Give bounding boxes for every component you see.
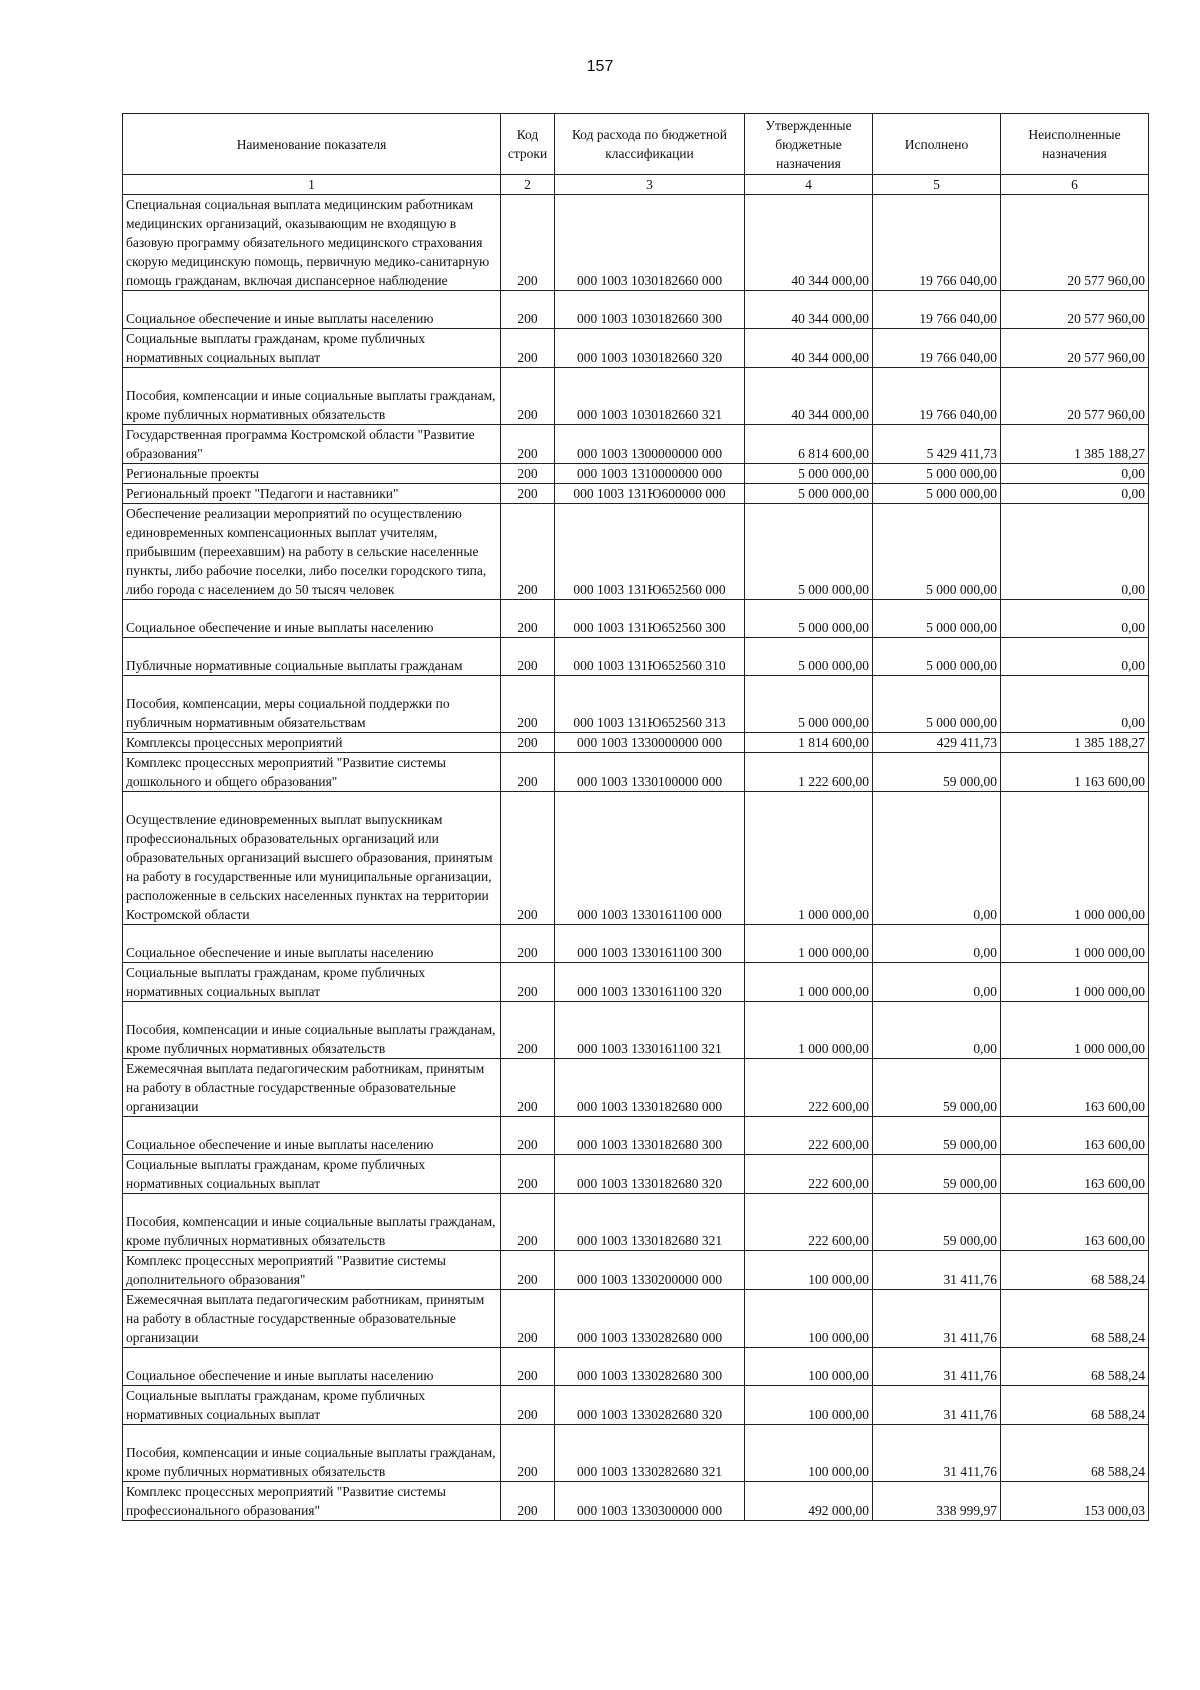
row-name: Публичные нормативные социальные выплаты гражданам xyxy=(123,638,501,676)
row-line-code: 200 xyxy=(501,925,555,963)
row-approved: 100 000,00 xyxy=(745,1425,873,1482)
row-classification-code: 000 1003 1330282680 321 xyxy=(555,1425,745,1482)
row-line-code: 200 xyxy=(501,368,555,425)
table-row xyxy=(123,1155,1149,1194)
row-line-code: 200 xyxy=(501,1002,555,1059)
row-approved: 6 814 600,00 xyxy=(745,425,873,464)
row-classification-code: 000 1003 1330182680 321 xyxy=(555,1194,745,1251)
row-line-code: 200 xyxy=(501,329,555,368)
row-unexecuted: 153 000,03 xyxy=(1001,1482,1149,1521)
row-unexecuted: 1 000 000,00 xyxy=(1001,792,1149,925)
row-line-code: 200 xyxy=(501,425,555,464)
row-executed: 19 766 040,00 xyxy=(873,368,1001,425)
row-classification-code: 000 1003 1330200000 000 xyxy=(555,1251,745,1290)
row-executed: 0,00 xyxy=(873,1002,1001,1059)
table-row xyxy=(123,1002,1149,1059)
row-classification-code: 000 1003 131Ю652560 300 xyxy=(555,600,745,638)
row-executed: 59 000,00 xyxy=(873,1194,1001,1251)
row-name: Пособия, компенсации и иные социальные выплаты гражданам, кроме публичных нормативных обязательств xyxy=(123,1425,501,1482)
row-name: Ежемесячная выплата педагогическим работникам, принятым на работу в областные государственные образовательные организации xyxy=(123,1290,501,1348)
table-row xyxy=(123,1117,1149,1155)
row-approved: 222 600,00 xyxy=(745,1117,873,1155)
row-approved: 1 000 000,00 xyxy=(745,925,873,963)
row-name: Ежемесячная выплата педагогическим работникам, принятым на работу в областные государственные образовательные организации xyxy=(123,1059,501,1117)
table-row xyxy=(123,291,1149,329)
table-row xyxy=(123,1482,1149,1521)
row-executed: 31 411,76 xyxy=(873,1290,1001,1348)
table-row xyxy=(123,733,1149,753)
row-name: Обеспечение реализации мероприятий по осуществлению единовременных компенсационных выплат учителям, прибывшим (переехавшим) на работу в сельские населенные пункты, либо рабочие поселки, либо поселки городского типа, либо города с населением до 50 тысяч человек xyxy=(123,504,501,600)
row-unexecuted: 0,00 xyxy=(1001,484,1149,504)
row-executed: 31 411,76 xyxy=(873,1386,1001,1425)
row-name: Государственная программа Костромской области "Развитие образования" xyxy=(123,425,501,464)
row-unexecuted: 1 000 000,00 xyxy=(1001,925,1149,963)
row-name: Комплекс процессных мероприятий "Развитие системы дополнительного образования" xyxy=(123,1251,501,1290)
table-row xyxy=(123,1348,1149,1386)
row-line-code: 200 xyxy=(501,638,555,676)
row-approved: 222 600,00 xyxy=(745,1155,873,1194)
row-name: Социальное обеспечение и иные выплаты населению xyxy=(123,925,501,963)
row-name: Пособия, компенсации и иные социальные выплаты гражданам, кроме публичных нормативных обязательств xyxy=(123,1194,501,1251)
row-approved: 492 000,00 xyxy=(745,1482,873,1521)
table-row xyxy=(123,1425,1149,1482)
row-name: Социальные выплаты гражданам, кроме публичных нормативных социальных выплат xyxy=(123,963,501,1002)
row-line-code: 200 xyxy=(501,1117,555,1155)
row-line-code: 200 xyxy=(501,1348,555,1386)
row-executed: 59 000,00 xyxy=(873,753,1001,792)
row-line-code: 200 xyxy=(501,733,555,753)
row-executed: 0,00 xyxy=(873,792,1001,925)
table-row xyxy=(123,1251,1149,1290)
row-line-code: 200 xyxy=(501,1251,555,1290)
row-executed: 59 000,00 xyxy=(873,1155,1001,1194)
row-unexecuted: 163 600,00 xyxy=(1001,1194,1149,1251)
table-row xyxy=(123,329,1149,368)
row-classification-code: 000 1003 1310000000 000 xyxy=(555,464,745,484)
page-number: 157 xyxy=(586,58,614,75)
row-approved: 5 000 000,00 xyxy=(745,484,873,504)
row-classification-code: 000 1003 131Ю652560 310 xyxy=(555,638,745,676)
table-row xyxy=(123,676,1149,733)
row-line-code: 200 xyxy=(501,1155,555,1194)
row-name: Пособия, компенсации, меры социальной поддержки по публичным нормативным обязательствам xyxy=(123,676,501,733)
row-classification-code: 000 1003 1330182680 300 xyxy=(555,1117,745,1155)
row-executed: 31 411,76 xyxy=(873,1348,1001,1386)
table-row xyxy=(123,464,1149,484)
row-line-code: 200 xyxy=(501,484,555,504)
row-executed: 59 000,00 xyxy=(873,1117,1001,1155)
row-classification-code: 000 1003 1330161100 300 xyxy=(555,925,745,963)
table-row xyxy=(123,638,1149,676)
row-line-code: 200 xyxy=(501,1290,555,1348)
row-name: Региональные проекты xyxy=(123,464,501,484)
row-approved: 5 000 000,00 xyxy=(745,504,873,600)
row-classification-code: 000 1003 1330000000 000 xyxy=(555,733,745,753)
row-unexecuted: 20 577 960,00 xyxy=(1001,195,1149,291)
row-line-code: 200 xyxy=(501,600,555,638)
row-classification-code: 000 1003 1330300000 000 xyxy=(555,1482,745,1521)
column-number: 3 xyxy=(555,175,745,195)
row-approved: 1 222 600,00 xyxy=(745,753,873,792)
row-line-code: 200 xyxy=(501,1059,555,1117)
row-classification-code: 000 1003 1330161100 000 xyxy=(555,792,745,925)
table-row xyxy=(123,484,1149,504)
table-row xyxy=(123,1194,1149,1251)
row-classification-code: 000 1003 131Ю652560 000 xyxy=(555,504,745,600)
header-line-code: Код строки xyxy=(501,114,555,175)
row-approved: 100 000,00 xyxy=(745,1251,873,1290)
row-name: Комплексы процессных мероприятий xyxy=(123,733,501,753)
row-name: Пособия, компенсации и иные социальные выплаты гражданам, кроме публичных нормативных обязательств xyxy=(123,368,501,425)
table-row xyxy=(123,1059,1149,1117)
row-executed: 19 766 040,00 xyxy=(873,291,1001,329)
row-classification-code: 000 1003 1330182680 320 xyxy=(555,1155,745,1194)
row-classification-code: 000 1003 1030182660 300 xyxy=(555,291,745,329)
row-name: Социальные выплаты гражданам, кроме публичных нормативных социальных выплат xyxy=(123,1386,501,1425)
row-unexecuted: 68 588,24 xyxy=(1001,1290,1149,1348)
row-unexecuted: 163 600,00 xyxy=(1001,1059,1149,1117)
row-unexecuted: 68 588,24 xyxy=(1001,1425,1149,1482)
row-executed: 31 411,76 xyxy=(873,1425,1001,1482)
row-unexecuted: 163 600,00 xyxy=(1001,1117,1149,1155)
row-line-code: 200 xyxy=(501,1425,555,1482)
header-approved: Утвержденные бюджетные назначения xyxy=(745,114,873,175)
row-name: Социальное обеспечение и иные выплаты населению xyxy=(123,1117,501,1155)
row-approved: 40 344 000,00 xyxy=(745,329,873,368)
row-classification-code: 000 1003 1030182660 320 xyxy=(555,329,745,368)
row-approved: 40 344 000,00 xyxy=(745,368,873,425)
row-name: Комплекс процессных мероприятий "Развитие системы профессионального образования" xyxy=(123,1482,501,1521)
row-executed: 5 000 000,00 xyxy=(873,600,1001,638)
table-row xyxy=(123,963,1149,1002)
row-approved: 5 000 000,00 xyxy=(745,638,873,676)
table-row xyxy=(123,600,1149,638)
row-name: Региональный проект "Педагоги и наставники" xyxy=(123,484,501,504)
row-unexecuted: 1 385 188,27 xyxy=(1001,733,1149,753)
row-unexecuted: 20 577 960,00 xyxy=(1001,368,1149,425)
header-indicator-name: Наименование показателя xyxy=(123,114,501,175)
row-approved: 222 600,00 xyxy=(745,1059,873,1117)
row-classification-code: 000 1003 1330182680 000 xyxy=(555,1059,745,1117)
row-name: Комплекс процессных мероприятий "Развитие системы дошкольного и общего образования" xyxy=(123,753,501,792)
row-line-code: 200 xyxy=(501,464,555,484)
column-number: 4 xyxy=(745,175,873,195)
header-unexecuted: Неисполненные назначения xyxy=(1001,114,1149,175)
row-classification-code: 000 1003 1330282680 320 xyxy=(555,1386,745,1425)
row-approved: 100 000,00 xyxy=(745,1386,873,1425)
row-unexecuted: 68 588,24 xyxy=(1001,1386,1149,1425)
row-line-code: 200 xyxy=(501,676,555,733)
row-unexecuted: 68 588,24 xyxy=(1001,1348,1149,1386)
row-classification-code: 000 1003 1330100000 000 xyxy=(555,753,745,792)
row-executed: 429 411,73 xyxy=(873,733,1001,753)
row-line-code: 200 xyxy=(501,1194,555,1251)
row-approved: 40 344 000,00 xyxy=(745,195,873,291)
row-approved: 5 000 000,00 xyxy=(745,676,873,733)
row-unexecuted: 20 577 960,00 xyxy=(1001,329,1149,368)
row-unexecuted: 68 588,24 xyxy=(1001,1251,1149,1290)
header-classification-code: Код расхода по бюджетной классификации xyxy=(555,114,745,175)
row-approved: 5 000 000,00 xyxy=(745,600,873,638)
row-classification-code: 000 1003 1030182660 000 xyxy=(555,195,745,291)
row-approved: 1 000 000,00 xyxy=(745,792,873,925)
table-row xyxy=(123,1290,1149,1348)
row-line-code: 200 xyxy=(501,792,555,925)
table-row xyxy=(123,1386,1149,1425)
row-approved: 100 000,00 xyxy=(745,1290,873,1348)
row-classification-code: 000 1003 1330161100 320 xyxy=(555,963,745,1002)
row-name: Пособия, компенсации и иные социальные выплаты гражданам, кроме публичных нормативных обязательств xyxy=(123,1002,501,1059)
row-line-code: 200 xyxy=(501,1386,555,1425)
row-executed: 5 000 000,00 xyxy=(873,504,1001,600)
row-line-code: 200 xyxy=(501,504,555,600)
row-unexecuted: 0,00 xyxy=(1001,638,1149,676)
header-row xyxy=(123,114,1149,175)
table-row xyxy=(123,425,1149,464)
row-classification-code: 000 1003 1030182660 321 xyxy=(555,368,745,425)
row-unexecuted: 20 577 960,00 xyxy=(1001,291,1149,329)
table-row xyxy=(123,925,1149,963)
row-unexecuted: 0,00 xyxy=(1001,464,1149,484)
row-executed: 19 766 040,00 xyxy=(873,195,1001,291)
row-unexecuted: 1 163 600,00 xyxy=(1001,753,1149,792)
row-name: Социальное обеспечение и иные выплаты населению xyxy=(123,600,501,638)
row-name: Осуществление единовременных выплат выпускникам профессиональных образовательных организаций или образовательных организаций высшего образования, принятым на работу в государственные или муниципальные организации, расположенные в сельских населенных пунктах на территории Костромской области xyxy=(123,792,501,925)
row-approved: 100 000,00 xyxy=(745,1348,873,1386)
row-classification-code: 000 1003 131Ю600000 000 xyxy=(555,484,745,504)
header-executed: Исполнено xyxy=(873,114,1001,175)
row-executed: 5 000 000,00 xyxy=(873,638,1001,676)
row-executed: 0,00 xyxy=(873,925,1001,963)
table-row xyxy=(123,504,1149,600)
row-classification-code: 000 1003 1330282680 000 xyxy=(555,1290,745,1348)
row-executed: 59 000,00 xyxy=(873,1059,1001,1117)
row-line-code: 200 xyxy=(501,195,555,291)
table-row xyxy=(123,368,1149,425)
row-approved: 1 000 000,00 xyxy=(745,963,873,1002)
row-line-code: 200 xyxy=(501,753,555,792)
row-unexecuted: 1 000 000,00 xyxy=(1001,1002,1149,1059)
row-approved: 5 000 000,00 xyxy=(745,464,873,484)
row-executed: 5 000 000,00 xyxy=(873,464,1001,484)
row-executed: 0,00 xyxy=(873,963,1001,1002)
row-classification-code: 000 1003 1300000000 000 xyxy=(555,425,745,464)
table-body xyxy=(123,195,1149,1521)
row-approved: 222 600,00 xyxy=(745,1194,873,1251)
row-name: Социальные выплаты гражданам, кроме публичных нормативных социальных выплат xyxy=(123,1155,501,1194)
row-unexecuted: 0,00 xyxy=(1001,600,1149,638)
row-executed: 5 000 000,00 xyxy=(873,484,1001,504)
table-row xyxy=(123,792,1149,925)
row-classification-code: 000 1003 131Ю652560 313 xyxy=(555,676,745,733)
row-name: Социальные выплаты гражданам, кроме публичных нормативных социальных выплат xyxy=(123,329,501,368)
row-approved: 1 000 000,00 xyxy=(745,1002,873,1059)
row-line-code: 200 xyxy=(501,1482,555,1521)
row-name: Социальное обеспечение и иные выплаты населению xyxy=(123,1348,501,1386)
row-executed: 5 429 411,73 xyxy=(873,425,1001,464)
column-number: 6 xyxy=(1001,175,1149,195)
row-executed: 338 999,97 xyxy=(873,1482,1001,1521)
row-executed: 31 411,76 xyxy=(873,1251,1001,1290)
row-approved: 1 814 600,00 xyxy=(745,733,873,753)
table-row xyxy=(123,753,1149,792)
row-executed: 5 000 000,00 xyxy=(873,676,1001,733)
row-unexecuted: 0,00 xyxy=(1001,504,1149,600)
column-number: 1 xyxy=(123,175,501,195)
column-number: 2 xyxy=(501,175,555,195)
column-number: 5 xyxy=(873,175,1001,195)
row-unexecuted: 1 385 188,27 xyxy=(1001,425,1149,464)
budget-report-table xyxy=(122,113,1149,1521)
table-row xyxy=(123,195,1149,291)
row-executed: 19 766 040,00 xyxy=(873,329,1001,368)
row-name: Социальное обеспечение и иные выплаты населению xyxy=(123,291,501,329)
row-approved: 40 344 000,00 xyxy=(745,291,873,329)
row-name: Специальная социальная выплата медицинским работникам медицинских организаций, оказывающим не входящую в базовую программу обязательного медицинского страхования скорую медицинскую помощь, первичную медико-санитарную помощь гражданам, включая диспансерное наблюдение xyxy=(123,195,501,291)
row-line-code: 200 xyxy=(501,291,555,329)
row-unexecuted: 163 600,00 xyxy=(1001,1155,1149,1194)
row-unexecuted: 0,00 xyxy=(1001,676,1149,733)
column-number-row xyxy=(123,175,1149,195)
row-classification-code: 000 1003 1330282680 300 xyxy=(555,1348,745,1386)
row-unexecuted: 1 000 000,00 xyxy=(1001,963,1149,1002)
row-line-code: 200 xyxy=(501,963,555,1002)
row-classification-code: 000 1003 1330161100 321 xyxy=(555,1002,745,1059)
